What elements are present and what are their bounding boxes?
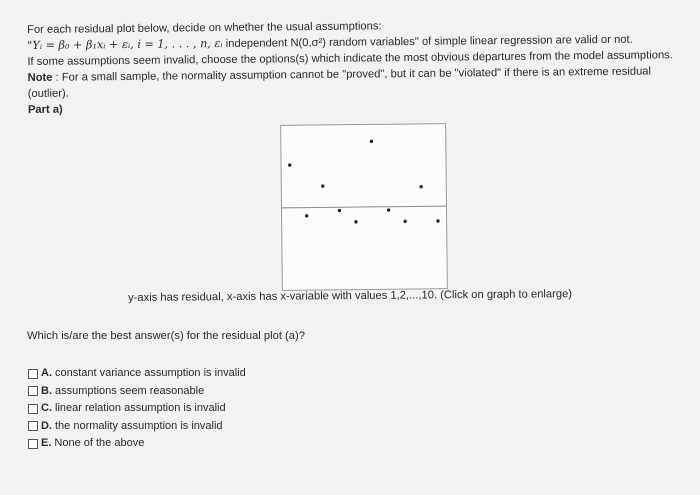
intro-line-1: For each residual plot below, decide on whether the usual assumptions: <box>27 20 382 36</box>
plot-caption: y-axis has residual, x-axis has x-variable with values 1,2,...,10. (Click on graph to enlarge) <box>128 288 573 304</box>
option-e-checkbox[interactable] <box>28 439 38 449</box>
option-a-checkbox[interactable] <box>28 369 38 379</box>
option-d-letter: D. <box>41 419 52 432</box>
option-b-checkbox[interactable] <box>28 386 38 396</box>
residual-plot-svg[interactable] <box>281 124 447 290</box>
option-e-text: None of the above <box>54 437 145 449</box>
option-a-letter: A. <box>41 367 52 379</box>
option-e-letter: E. <box>41 437 52 449</box>
option-d[interactable] <box>28 418 246 436</box>
answer-options <box>28 365 246 453</box>
residual-point-4 <box>338 209 341 212</box>
part-title: Part a) <box>27 103 63 116</box>
note-label: Note <box>27 71 53 84</box>
residual-point-7 <box>387 208 390 211</box>
option-d-text: the normality assumption is invalid <box>55 419 223 432</box>
option-c[interactable] <box>28 400 246 418</box>
question-text: Which is/are the best answer(s) for the residual plot (a)? <box>27 330 305 342</box>
option-e[interactable] <box>28 435 246 453</box>
residual-point-2 <box>305 214 308 217</box>
option-c-checkbox[interactable] <box>28 404 38 414</box>
residual-plot[interactable] <box>280 123 448 291</box>
zero-reference-line <box>282 206 446 208</box>
residual-point-10 <box>436 219 439 222</box>
residual-point-3 <box>321 184 324 187</box>
option-b-text: assumptions seem reasonable <box>55 384 205 397</box>
note-text: : For a small sample, the normality assumption cannot be "proved", but it can be "violated" if there is an extreme residual (outlier). <box>27 65 652 100</box>
option-c-letter: C. <box>41 402 52 414</box>
intro-line-3: If some assumptions seem invalid, choose the options(s) which indicate the most obvious departures from the model assumptions. <box>27 49 673 68</box>
residual-point-6 <box>370 140 373 143</box>
option-b[interactable] <box>28 383 246 401</box>
residual-point-8 <box>403 220 406 223</box>
intro-line-2-rest: independent N(0,σ²) random variables" of simple linear regression are valid or not. <box>222 33 633 50</box>
option-b-letter: B. <box>41 384 52 397</box>
model-formula: "Yᵢ = β₀ + β₁xᵢ + εᵢ, i = 1, . . . , n, εᵢ <box>27 36 223 52</box>
option-c-text: linear relation assumption is invalid <box>55 402 226 414</box>
residual-point-1 <box>288 163 291 166</box>
residual-point-5 <box>354 220 357 223</box>
residual-point-9 <box>419 185 422 188</box>
option-d-checkbox[interactable] <box>28 421 38 431</box>
instructions <box>27 15 688 118</box>
option-a[interactable] <box>28 365 246 383</box>
option-a-text: constant variance assumption is invalid <box>55 367 246 379</box>
